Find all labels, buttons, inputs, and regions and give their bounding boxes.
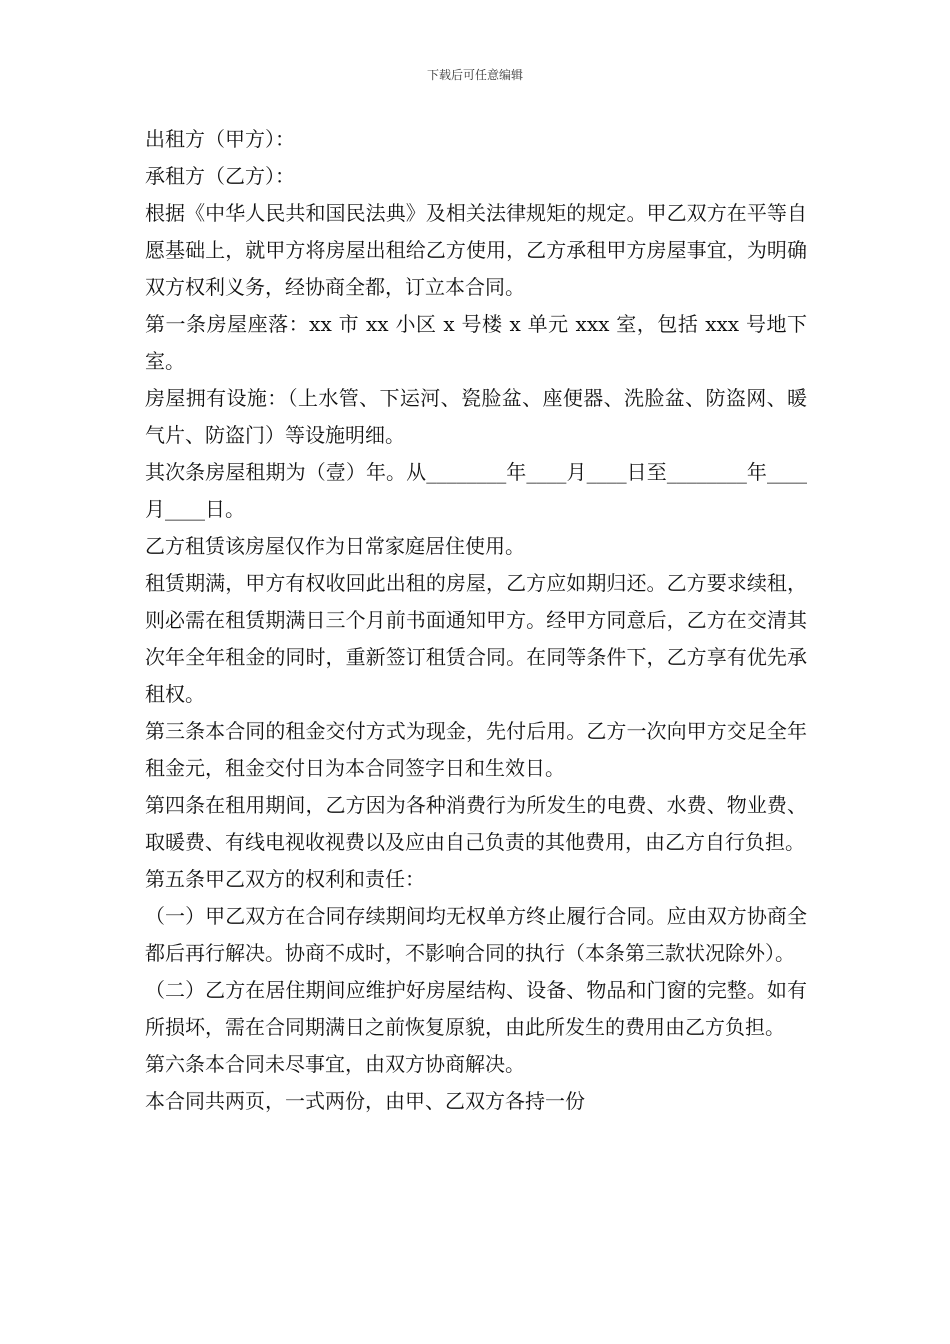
party-a-line: 出租方（甲方）： (145, 127, 295, 151)
facilities-paragraph: 房屋拥有设施：（上水管、下运河、瓷脸盆、座便器、洗脸盆、防盗网、暖气片、防盗门）等设施明细。 (145, 386, 807, 447)
party-b-line: 承租方（乙方）： (145, 164, 295, 188)
renewal-paragraph: 租赁期满，甲方有权收回此出租的房屋，乙方应如期归还。乙方要求续租，则必需在租赁期满日三个月前书面通知甲方。经甲方同意后，乙方在交清其次年全年租金的同时，重新签订租赁合同。在同等条件下，乙方享有优先承租权。 (145, 571, 807, 706)
usage-paragraph: 乙方租赁该房屋仅作为日常家庭居住使用。 (145, 534, 525, 558)
article-5-clause-2: （二）乙方在居住期间应维护好房屋结构、设备、物品和门窗的完整。如有所损坏，需在合同期满日之前恢复原貌，由此所发生的费用由乙方负担。 (145, 978, 807, 1039)
article-3-rent: 第三条本合同的租金交付方式为现金，先付后用。乙方一次向甲方交足全年租金元，租金交付日为本合同签字日和生效日。 (145, 719, 807, 780)
article-4-fees: 第四条在租用期间，乙方因为各种消费行为所发生的电费、水费、物业费、取暖费、有线电视收视费以及应由自己负责的其他费用，由乙方自行负担。 (145, 793, 807, 854)
article-5-title: 第五条甲乙双方的权利和责任： (145, 867, 425, 891)
article-1-location: 第一条房屋座落：xx 市 xx 小区 x 号楼 x 单元 xxx 室，包括 xxx 号地下室。 (145, 312, 807, 373)
page-header: 下载后可任意编辑 (426, 68, 523, 82)
contract-body (145, 121, 807, 1120)
article-5-clause-1: （一）甲乙双方在合同存续期间均无权单方终止履行合同。应由双方协商全都后再行解决。协商不成时，不影响合同的执行（本条第三款状况除外）。 (145, 904, 807, 965)
copies-paragraph: 本合同共两页，一式两份，由甲、乙双方各持一份 (145, 1089, 585, 1113)
preamble-paragraph: 根据《中华人民共和国民法典》及相关法律规矩的规定。甲乙双方在平等自愿基础上，就甲方将房屋出租给乙方使用，乙方承租甲方房屋事宜，为明确双方权利义务，经协商全都，订立本合同。 (145, 201, 807, 299)
article-6-misc: 第六条本合同未尽事宜，由双方协商解决。 (145, 1052, 525, 1076)
article-2-term: 其次条房屋租期为（壹）年。从________年____月____日至________年____月____日。 (145, 460, 807, 521)
